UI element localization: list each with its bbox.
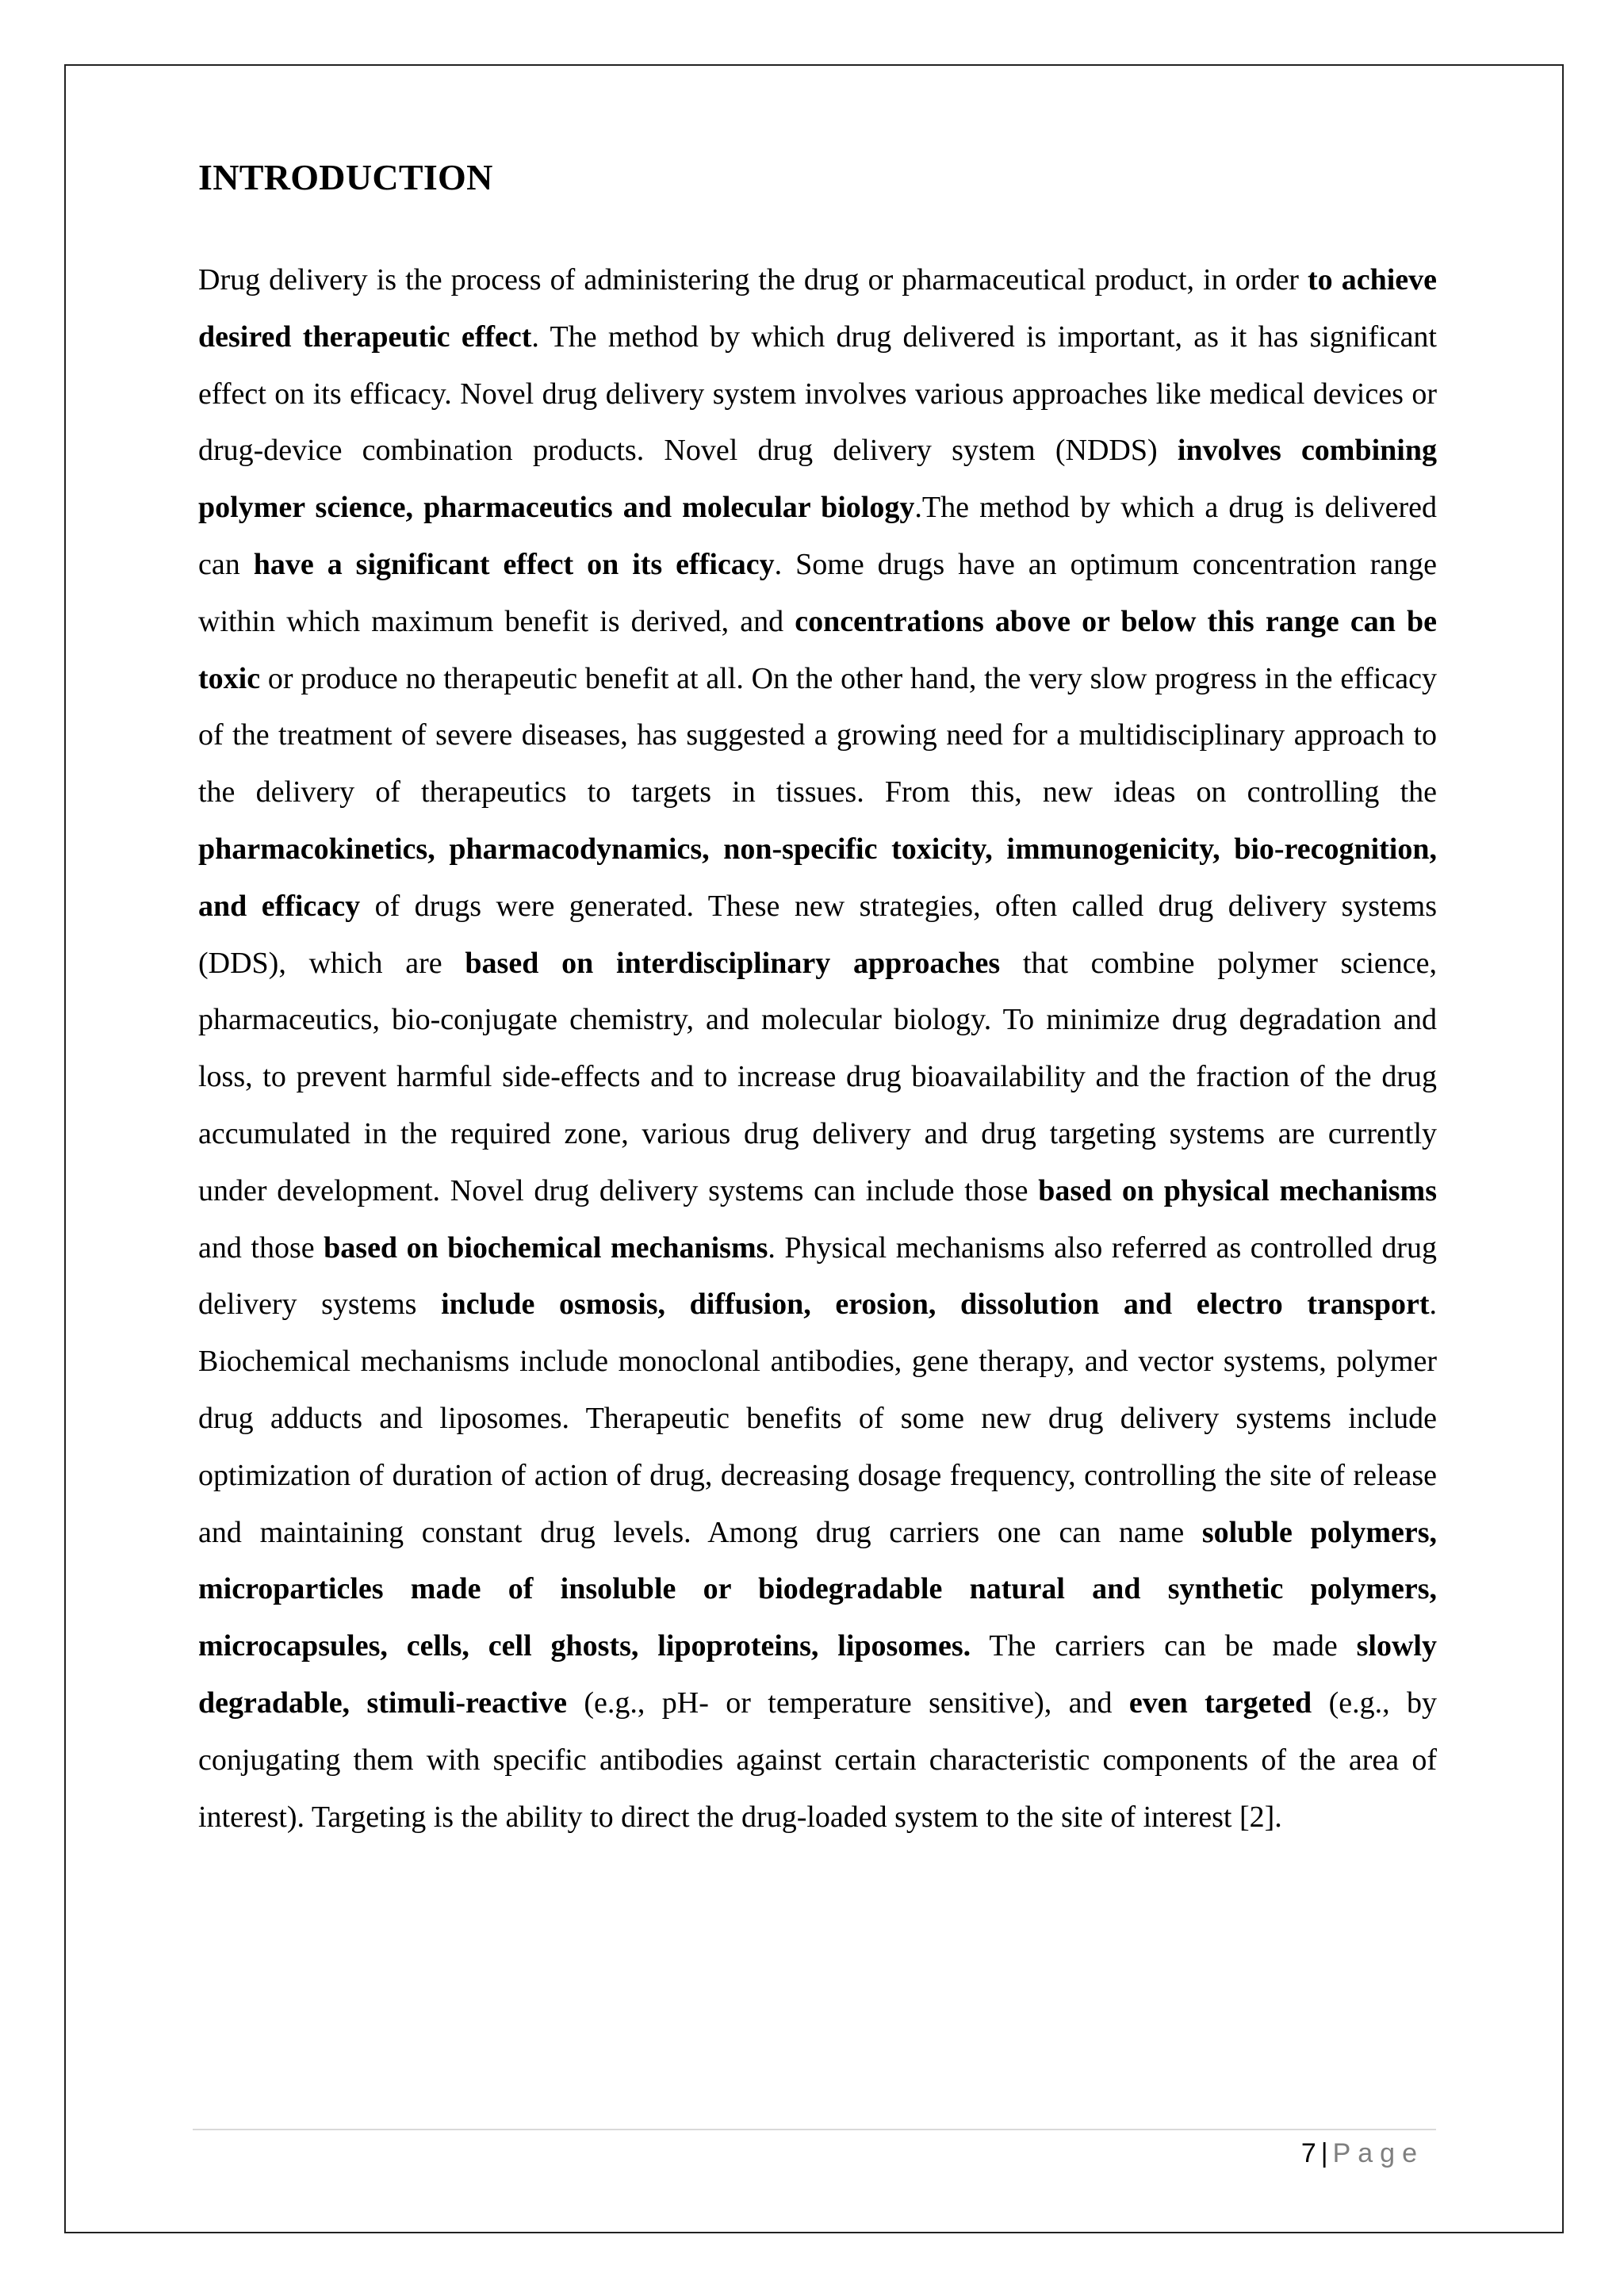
page-number: 7 [1300, 2138, 1316, 2168]
bold-text-run: to achieve desired therapeutic effect [198, 263, 1437, 354]
text-run: or produce no therapeutic benefit at all. On the other hand, the very slow progress in the efficacy of the treatment of severe diseases, has suggested a growing need for a multidisciplinary approach to the delivery of therapeutics to targets in tissues. From this, new ideas on controlling the [198, 661, 1437, 809]
bold-text-run: have a significant effect on its efficacy [253, 547, 775, 581]
bold-text-run: involves combining polymer science, pharmaceutics and molecular biology [198, 434, 1437, 525]
bold-text-run: slowly degradable, stimuli-reactive [198, 1629, 1437, 1720]
text-run: . The method by which drug delivered is important, as it has significant effect on its efficacy. Novel drug delivery system involves various approaches like medical devices or drug-device combination products. Novel drug delivery system (NDDS) [198, 320, 1437, 468]
bold-text-run: based on physical mechanisms [1038, 1173, 1437, 1207]
text-run: .The method by which a drug is delivered can [198, 491, 1437, 581]
text-run: . Some drugs have an optimum concentration range within which maximum benefit is derived, and [198, 547, 1437, 638]
bold-text-run: concentrations above or below this range can be toxic [198, 604, 1437, 695]
section-heading: INTRODUCTION [198, 157, 493, 197]
bold-text-run: include osmosis, diffusion, erosion, dissolution and electro transport [441, 1288, 1430, 1322]
bold-text-run: based on biochemical mechanisms [324, 1230, 768, 1265]
page-label: Page [1332, 2138, 1424, 2168]
bold-text-run: based on interdisciplinary approaches [465, 946, 1001, 980]
body-paragraph [198, 252, 1437, 1846]
text-run: (e.g., by conjugating them with specific antibodies against certain characteristic components of the area of interest). Targeting is the ability to direct the drug-loaded system to the site of interest [2]. [198, 1686, 1437, 1834]
text-run: The carriers can be made [971, 1629, 1357, 1663]
bold-text-run: even targeted [1128, 1686, 1312, 1720]
text-run: . Biochemical mechanisms include monoclonal antibodies, gene therapy, and vector systems, polymer drug adducts and liposomes. Therapeutic benefits of some new drug delivery systems include optimization of duration of action of drug, decreasing dosage frequency, controlling the site of release and maintaining constant drug levels. Among drug carriers one can name [198, 1288, 1437, 1549]
text-run: that combine polymer science, pharmaceutics, bio-conjugate chemistry, and molecular biology. To minimize drug degradation and loss, to prevent harmful side-effects and to increase drug bioavailability and the fraction of the drug accumulated in the required zone, various drug delivery and drug targeting systems are currently under development. Novel drug delivery systems can include those [198, 946, 1437, 1207]
text-run: . Physical mechanisms also referred as controlled drug delivery systems [198, 1230, 1437, 1322]
bold-text-run: pharmacokinetics, pharmacodynamics, non-specific toxicity, immunogenicity, bio-recognition, and efficacy [198, 832, 1437, 923]
bold-text-run: soluble polymers, microparticles made of insoluble or biodegradable natural and synthetic polymers, microcapsules, cells, cell ghosts, lipoproteins, liposomes. [198, 1515, 1437, 1663]
text-run: Drug delivery is the process of administering the drug or pharmaceutical product, in order [198, 263, 1308, 297]
page-footer [1301, 2133, 1424, 2174]
text-run: and those [198, 1230, 324, 1265]
footer-separator: | [1320, 2138, 1328, 2168]
text-run: of drugs were generated. These new strategies, often called drug delivery systems (DDS), which are [198, 889, 1437, 980]
text-run: (e.g., pH- or temperature sensitive), and [567, 1686, 1129, 1720]
footer-divider [193, 2129, 1436, 2130]
